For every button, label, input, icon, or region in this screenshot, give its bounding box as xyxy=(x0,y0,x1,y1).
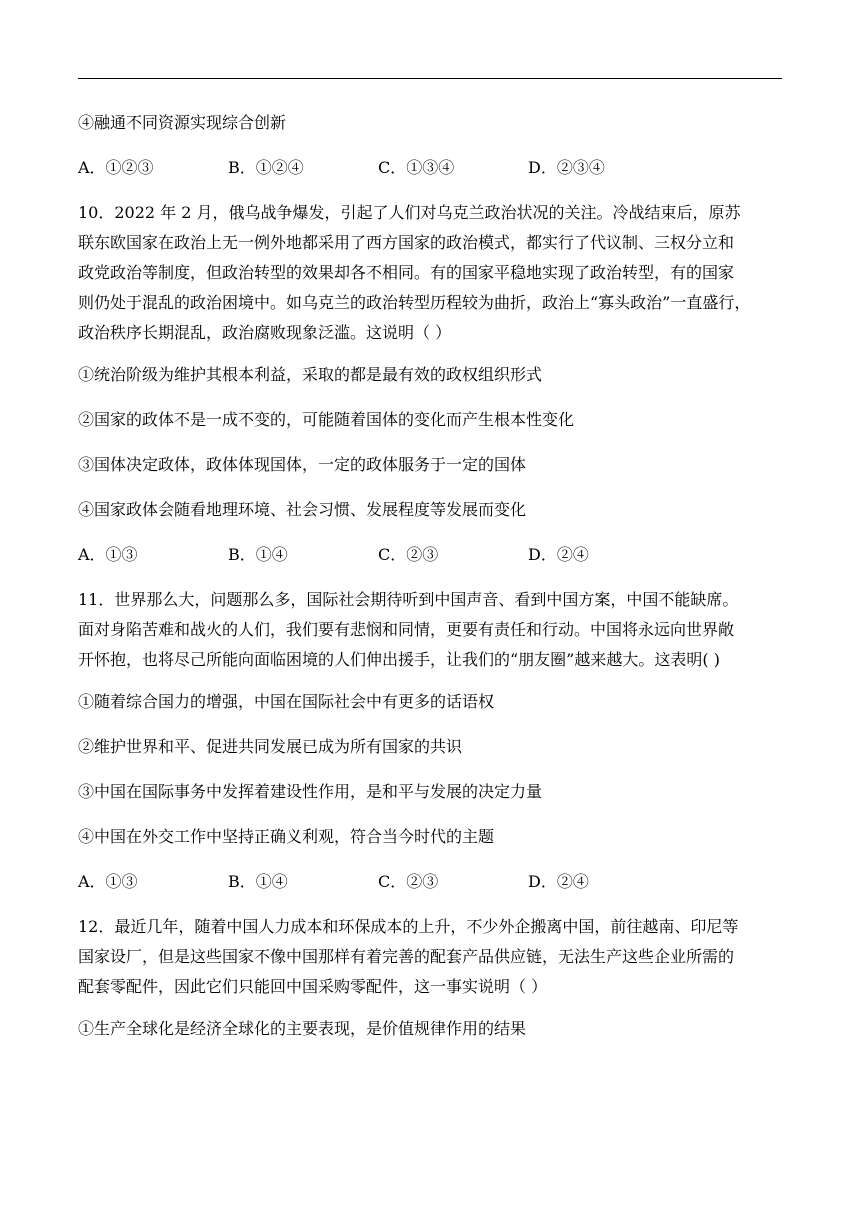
q9-item-4: ④融通不同资源实现综合创新 xyxy=(78,113,287,132)
q11-item-1: ①随着综合国力的增强，中国在国际社会中有更多的话语权 xyxy=(78,692,495,711)
q12-stem-line: 国家设厂，但是这些国家不像中国那样有着完善的配套产品供应链，无法生产这些企业所需的 xyxy=(78,947,735,966)
exam-page-content xyxy=(78,108,782,1059)
q11-option-b: B．①④ xyxy=(228,872,288,891)
q12-item-1: ①生产全球化是经济全球化的主要表现，是价值规律作用的结果 xyxy=(78,1019,527,1038)
q11-stem-line: 11．世界那么大，问题那么多，国际社会期待听到中国声音、看到中国方案，中国不能缺席。 xyxy=(78,590,739,609)
q12-stem-line: 12．最近几年，随着中国人力成本和环保成本的上升，不少外企搬离中国，前往越南、印尼等 xyxy=(78,917,739,936)
q11-option-c: C．②③ xyxy=(378,872,439,891)
q11-stem-line: 开怀抱，也将尽己所能向面临困境的人们伸出援手，让我们的“朋友圈”越来越大。这表明( ) xyxy=(78,650,720,669)
q10-stem-line: 政治秩序长期混乱，政治腐败现象泛滥。这说明（ ） xyxy=(78,323,452,342)
q11-option-a: A．①③ xyxy=(78,872,138,891)
q10-option-a: A．①③ xyxy=(78,545,138,564)
q9-option-a: A．①②③ xyxy=(78,158,154,177)
q11-stem-line: 面对身陷苦难和战火的人们，我们要有悲悯和同情，更要有责任和行动。中国将永远向世界敞 xyxy=(78,620,735,639)
q10-item-4: ④国家政体会随看地理环境、社会习惯、发展程度等发展而变化 xyxy=(78,500,527,519)
q10-stem-line: 政党政治等制度，但政治转型的效果却各不相同。有的国家平稳地实现了政治转型，有的国家 xyxy=(78,263,735,282)
q11-item-4: ④中国在外交工作中坚持正确义利观，符合当今时代的主题 xyxy=(78,827,495,846)
q11-stem xyxy=(78,585,782,675)
q9-option-c: C．①③④ xyxy=(378,158,455,177)
q11-options xyxy=(78,867,782,896)
q9-option-d: D．②③④ xyxy=(528,158,605,177)
q11-item-2: ②维护世界和平、促进共同发展已成为所有国家的共识 xyxy=(78,737,463,756)
header-rule xyxy=(78,78,782,79)
q11-item-3: ③中国在国际事务中发挥着建设性作用，是和平与发展的决定力量 xyxy=(78,782,543,801)
q9-option-b: B．①②④ xyxy=(228,158,304,177)
q12-stem xyxy=(78,912,782,1002)
q10-stem xyxy=(78,198,782,348)
q12-stem-line: 配套零配件，因此它们只能回中国采购零配件，这一事实说明（ ） xyxy=(78,977,548,996)
q10-option-b: B．①④ xyxy=(228,545,288,564)
q10-stem-line: 10．2022 年 2 月，俄乌战争爆发，引起了人们对乌克兰政治状况的关注。冷战结束后，原苏 xyxy=(78,203,741,222)
q10-item-1: ①统治阶级为维护其根本利益，采取的都是最有效的政权组织形式 xyxy=(78,365,543,384)
q10-item-2: ②国家的政体不是一成不变的，可能随着国体的变化而产生根本性变化 xyxy=(78,410,575,429)
q9-options xyxy=(78,153,782,182)
q10-item-3: ③国体决定政体，政体体现国体，一定的政体服务于一定的国体 xyxy=(78,455,527,474)
q10-option-c: C．②③ xyxy=(378,545,439,564)
q11-option-d: D．②④ xyxy=(528,872,589,891)
q10-stem-line: 则仍处于混乱的政治困境中。如乌克兰的政治转型历程较为曲折，政治上“寡头政治”一直盛行， xyxy=(78,293,751,312)
q10-options xyxy=(78,540,782,569)
q10-option-d: D．②④ xyxy=(528,545,589,564)
q10-stem-line: 联东欧国家在政治上无一例外地都采用了西方国家的政治模式，都实行了代议制、三权分立和 xyxy=(78,233,735,252)
